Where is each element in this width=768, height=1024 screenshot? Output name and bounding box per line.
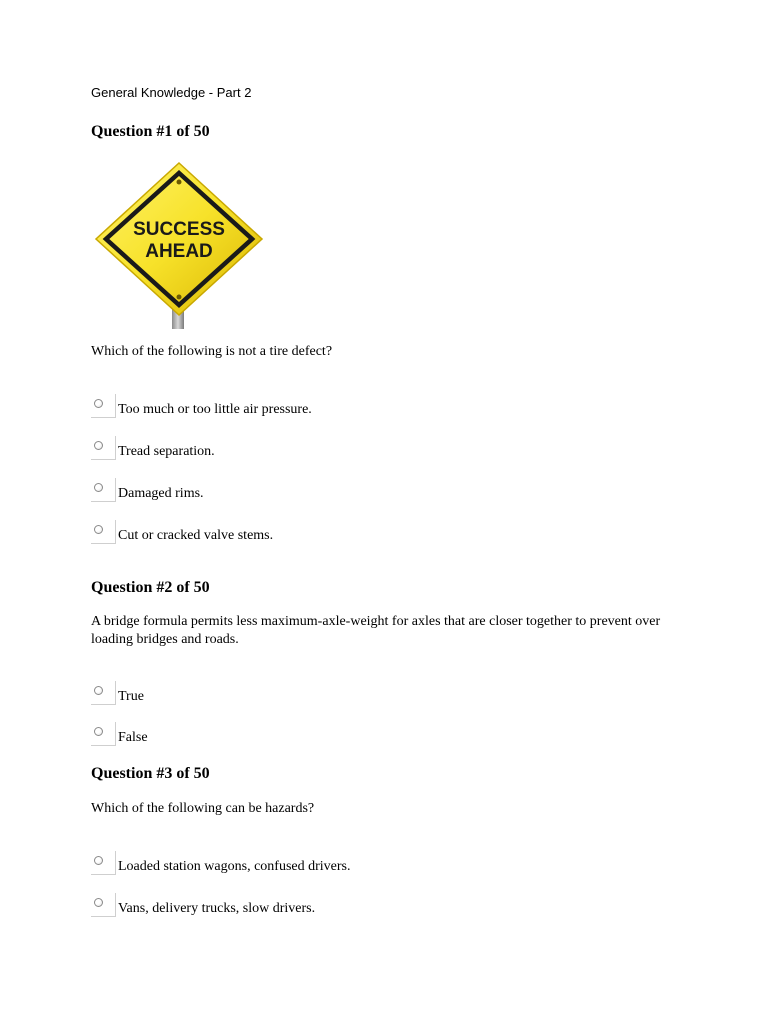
radio-button[interactable]: [94, 727, 103, 736]
question-3-heading: Question #3 of 50: [91, 765, 210, 782]
radio-button[interactable]: [94, 441, 103, 450]
question-3-text: Which of the following can be hazards?: [91, 801, 315, 816]
radio-button[interactable]: [94, 399, 103, 408]
radio-button[interactable]: [94, 898, 103, 907]
sign-bolt-bottom: [177, 295, 182, 300]
option-label: True: [118, 689, 144, 704]
radio-button[interactable]: [94, 525, 103, 534]
question-1-text: Which of the following is not a tire defect?: [91, 344, 333, 359]
question-2-option-1[interactable]: [91, 681, 491, 705]
option-label: Tread separation.: [118, 444, 215, 459]
question-1-option-1[interactable]: [91, 394, 491, 418]
sign-text-line1: SUCCESS: [133, 219, 225, 240]
option-label: Vans, delivery trucks, slow drivers.: [118, 901, 316, 916]
document-header: General Knowledge - Part 2: [91, 85, 252, 100]
radio-button[interactable]: [94, 483, 103, 492]
question-1-option-2[interactable]: [91, 436, 491, 460]
sign-bolt-top: [177, 180, 182, 185]
question-1-heading: Question #1 of 50: [91, 123, 210, 140]
option-label: Damaged rims.: [118, 486, 204, 501]
radio-button[interactable]: [94, 686, 103, 695]
question-2-option-2[interactable]: [91, 722, 491, 746]
question-3-option-2[interactable]: [91, 893, 491, 917]
option-label: Cut or cracked valve stems.: [118, 528, 274, 543]
question-1-option-3[interactable]: [91, 478, 491, 502]
question-2-text: A bridge formula permits less maximum-axle-weight for axles that are closer together to prevent over loading bridges and roads.: [91, 614, 661, 647]
question-2-heading: Question #2 of 50: [91, 579, 210, 596]
sign-text-line2: AHEAD: [145, 241, 213, 262]
option-label: Too much or too little air pressure.: [118, 402, 312, 417]
question-3-option-1[interactable]: [91, 851, 491, 875]
success-ahead-sign-image: [94, 161, 264, 329]
option-label: False: [118, 730, 148, 745]
option-label: Loaded station wagons, confused drivers.: [118, 859, 351, 874]
question-1-option-4[interactable]: [91, 520, 491, 544]
radio-button[interactable]: [94, 856, 103, 865]
